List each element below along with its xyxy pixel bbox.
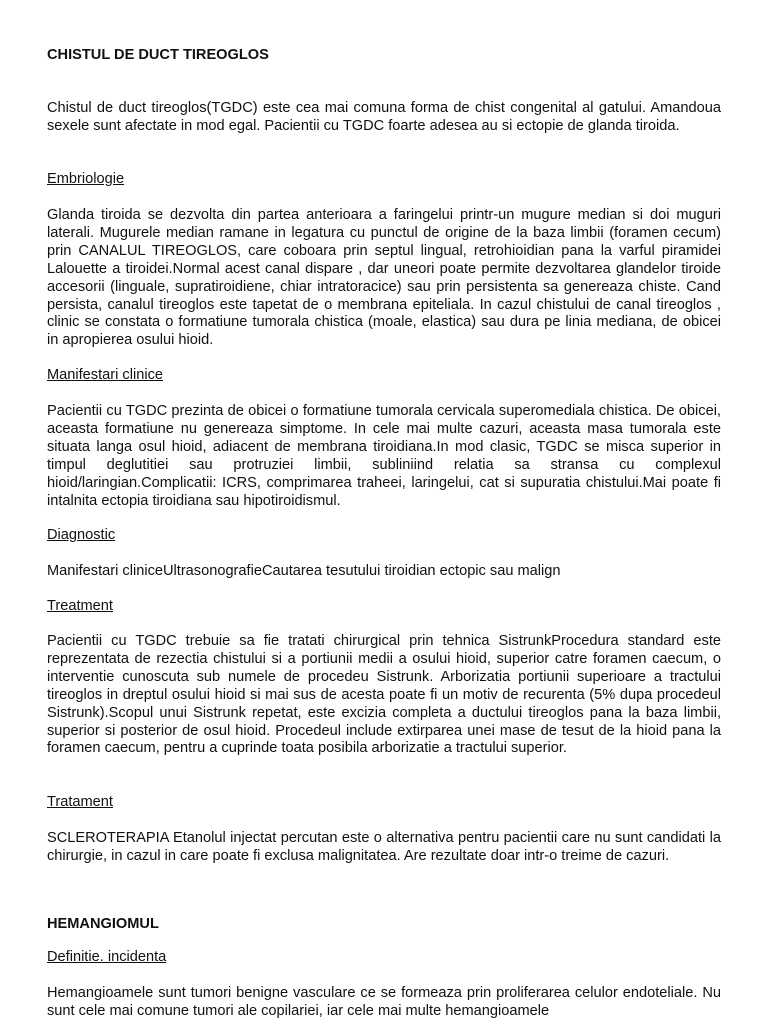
- paragraph-tratament: SCLEROTERAPIA Etanolul injectat percutan este o alternativa pentru pacientii care nu sunt candidati la chirurgie, in cazul in care poate fi exclusa malignitatea. Are rezultate doar intr-o treime de cazuri.: [47, 830, 721, 864]
- heading-diagnostic: Diagnostic: [47, 527, 116, 543]
- paragraph-embriologie: Glanda tiroida se dezvolta din partea anterioara a faringelui printr-un mugure median si doi muguri laterali. Mugurele median ramane in legatura cu punctul de origine de la baza limbii (foramen cecum) prin CANALUL TIREOGLOS, care coboara prin septul lingual, retrohioidian pana la varful piramidei Lalouette a tiroidei.Normal acest canal dispare , dar uneori poate permite dezvoltarea glandelor tiroide accesorii (linguale, supratiroidiene, chiar intratoracice) sau prin persistenta sa genereaza chiste. Cand persista, canalul tireoglos este tapetat de o membrana epiteliala. In cazul chistului de canal tireoglos , clinic se constata o formatiune tumorala chistica (moale, elastica) sau dura pe linia mediana, de obicei in apropierea osului hioid.: [47, 207, 721, 349]
- section-title-hemangiomul: HEMANGIOMUL: [47, 916, 159, 932]
- heading-manifestari-clinice: Manifestari clinice: [47, 367, 163, 383]
- heading-embriologie: Embriologie: [47, 171, 125, 187]
- heading-treatment: Treatment: [47, 598, 113, 614]
- paragraph-manifestari-clinice: Pacientii cu TGDC prezinta de obicei o formatiune tumorala cervicala superomediala chistica. De obicei, aceasta formatiune nu genereaza simptome. In cele mai multe cazuri, aceasta masa tumorala este situata langa osul hioid, adiacent de membrana tiroidiana.In mod clasic, TGDC se misca superior in timpul deglutitiei sau protruziei limbii, subliniind relatia sa stransa cu complexul hioid/laringian.Complicatii: ICRS, comprimarea traheei, laringelui, cat si supuratia chistului.Mai poate fi intalnita ectopia tiroidiana sau hipotiroidismul.: [47, 403, 721, 509]
- paragraph-diagnostic: Manifestari cliniceUltrasonografieCautarea tesutului tiroidian ectopic sau malign: [47, 563, 561, 579]
- heading-definitie-incidenta: Definitie. incidenta: [47, 949, 167, 965]
- intro-paragraph: Chistul de duct tireoglos(TGDC) este cea mai comuna forma de chist congenital al gatului. Amandoua sexele sunt afectate in mod egal. Pacientii cu TGDC foarte adesea au si ectopie de glanda tiroida.: [47, 100, 721, 134]
- section-title-tgdc: CHISTUL DE DUCT TIREOGLOS: [47, 47, 269, 63]
- paragraph-treatment: Pacientii cu TGDC trebuie sa fie tratati chirurgical prin tehnica SistrunkProcedura standard este reprezentata de rezectia chistului si a portiunii medii a osului hioid, superior catre foramen caecum, o interventie cunoscuta sub numele de procedeu Sistrunk. Arborizatia portiunii superioare a tractului tireoglos in dreptul osului hioid si mai sus de acesta poate fi un motiv de recurenta (5% dupa procedeul Sistrunk).Scopul unui Sistrunk repetat, este excizia completa a ductului tireoglos pana la baza limbii, superior si posterior de osul hioid. Procedeul include extirparea unei mase de tesut de la hioid pana la foramen caecum, pentru a cuprinde toata posibila arborizatie a tractului superior.: [47, 633, 721, 757]
- heading-tratament: Tratament: [47, 794, 113, 810]
- paragraph-definitie: Hemangioamele sunt tumori benigne vasculare ce se formeaza prin proliferarea celulor endoteliale. Nu sunt cele mai comune tumori ale copilariei, iar cele mai multe hemangioamele: [47, 985, 721, 1019]
